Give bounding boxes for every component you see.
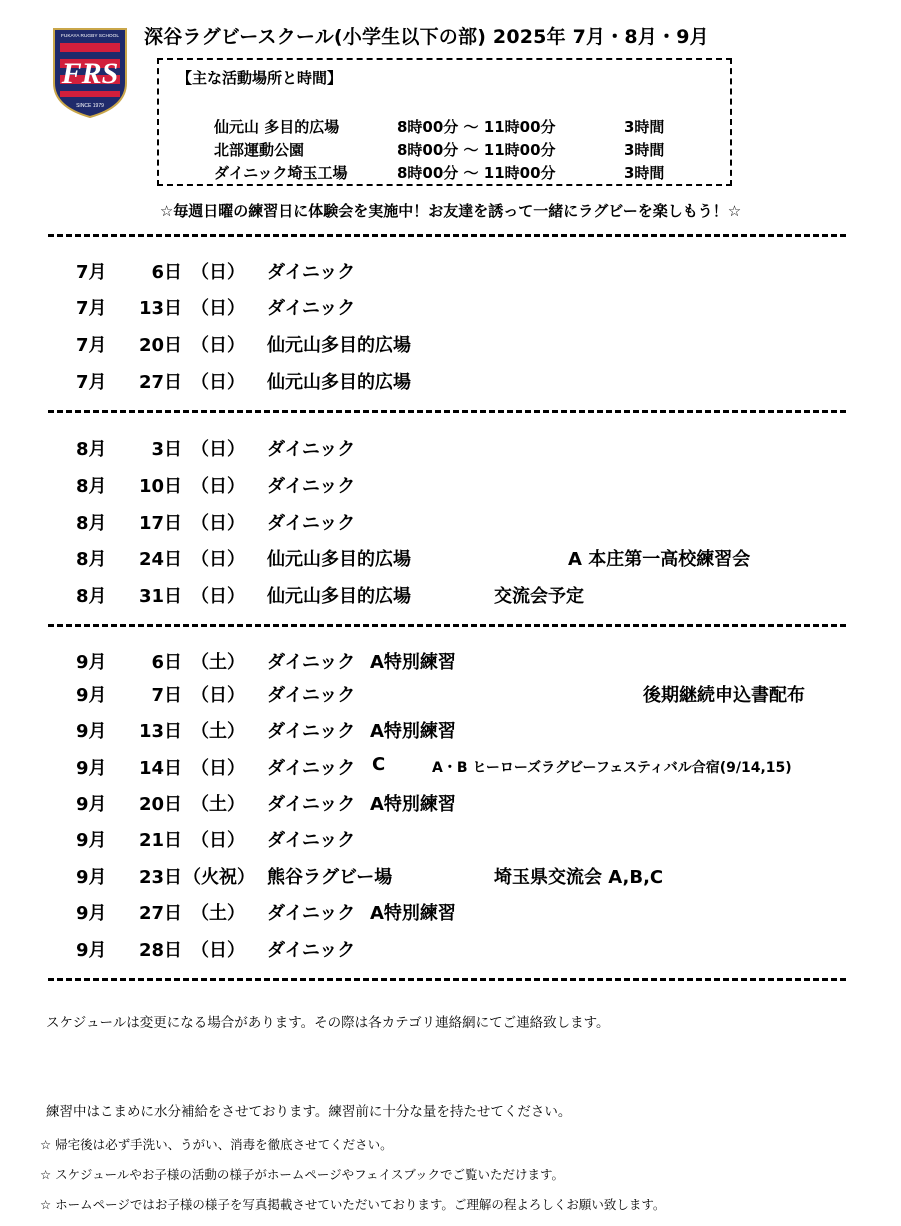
row-day: 24日 bbox=[138, 549, 182, 570]
note-item: ☆ 帰宅後は必ず手洗い、うがい、消毒を徹底させてください。 bbox=[40, 1137, 393, 1152]
row-month: 9月 bbox=[76, 758, 107, 779]
row-weekday: （土） bbox=[191, 652, 245, 673]
row-note: A特別練習 bbox=[370, 794, 456, 815]
row-venue: ダイニック bbox=[267, 758, 356, 779]
row-venue: 仙元山多目的広場 bbox=[267, 549, 411, 570]
row-month: 9月 bbox=[76, 794, 107, 815]
row-month: 8月 bbox=[76, 549, 107, 570]
row-day: 27日 bbox=[138, 372, 182, 393]
row-day: 10日 bbox=[138, 476, 182, 497]
row-month: 8月 bbox=[76, 476, 107, 497]
row-month: 9月 bbox=[76, 830, 107, 851]
row-venue: ダイニック bbox=[267, 652, 356, 673]
location-time: 8時00分 ～ 11時00分 bbox=[397, 164, 556, 182]
row-month: 7月 bbox=[76, 262, 107, 283]
row-weekday: （土） bbox=[191, 794, 245, 815]
logo-school-name: FUKAYA RUGBY SCHOOL bbox=[60, 34, 120, 39]
row-note-secondary: A・B ヒーローズラグビーフェスティバル合宿(9/14,15) bbox=[432, 760, 792, 776]
row-day: 28日 bbox=[138, 940, 182, 961]
row-day: 6日 bbox=[151, 652, 182, 673]
row-venue: ダイニック bbox=[267, 830, 356, 851]
row-note: 後期継続申込書配布 bbox=[643, 685, 805, 706]
location-duration: 3時間 bbox=[624, 164, 665, 182]
row-weekday: （日） bbox=[191, 513, 245, 534]
row-day: 20日 bbox=[138, 335, 182, 356]
row-day: 3日 bbox=[151, 439, 182, 460]
row-note: C bbox=[372, 754, 386, 775]
row-month: 8月 bbox=[76, 439, 107, 460]
logo-since: SINCE 1979 bbox=[76, 103, 104, 109]
row-month: 7月 bbox=[76, 298, 107, 319]
row-venue: 仙元山多目的広場 bbox=[267, 372, 411, 393]
location-time: 8時00分 ～ 11時00分 bbox=[397, 141, 556, 159]
row-weekday: （日） bbox=[191, 335, 245, 356]
row-day: 31日 bbox=[138, 586, 182, 607]
row-venue: ダイニック bbox=[267, 794, 356, 815]
row-month: 9月 bbox=[76, 867, 107, 888]
row-day: 13日 bbox=[138, 298, 182, 319]
activity-box-heading: 【主な活動場所と時間】 bbox=[177, 69, 343, 87]
row-note: 交流会予定 bbox=[494, 586, 584, 607]
section-divider bbox=[48, 234, 846, 237]
trial-session-tagline: ☆毎週日曜の練習日に体験会を実施中！お友達を誘って一緒にラグビーを楽しもう！☆ bbox=[159, 202, 742, 220]
row-month: 9月 bbox=[76, 685, 107, 706]
section-divider bbox=[48, 410, 846, 413]
section-divider bbox=[48, 624, 846, 627]
row-weekday: （日） bbox=[191, 940, 245, 961]
row-weekday: （日） bbox=[191, 549, 245, 570]
row-month: 8月 bbox=[76, 586, 107, 607]
note-item: ☆ ホームページではお子様の様子を写真掲載させていただいております。ご理解の程よろしくお願い致します。 bbox=[40, 1197, 666, 1212]
row-venue: 仙元山多目的広場 bbox=[267, 335, 411, 356]
row-weekday: （日） bbox=[191, 372, 245, 393]
activity-info-box bbox=[157, 58, 732, 186]
row-month: 9月 bbox=[76, 652, 107, 673]
row-venue: ダイニック bbox=[267, 298, 356, 319]
row-weekday: （日） bbox=[191, 685, 245, 706]
row-month: 7月 bbox=[76, 335, 107, 356]
location-name: ダイニック埼玉工場 bbox=[214, 164, 348, 182]
hydration-notice: 練習中はこまめに水分補給をさせております。練習前に十分な量を持たせてください。 bbox=[46, 1104, 572, 1120]
row-weekday: （土） bbox=[191, 903, 245, 924]
row-month: 9月 bbox=[76, 721, 107, 742]
row-day: 23日 bbox=[138, 867, 182, 888]
row-venue: 仙元山多目的広場 bbox=[267, 586, 411, 607]
row-weekday: （日） bbox=[191, 830, 245, 851]
row-weekday: （日） bbox=[191, 262, 245, 283]
row-month: 8月 bbox=[76, 513, 107, 534]
school-logo bbox=[50, 25, 130, 120]
row-day: 14日 bbox=[138, 758, 182, 779]
location-duration: 3時間 bbox=[624, 118, 665, 136]
row-note: A 本庄第一高校練習会 bbox=[568, 549, 751, 570]
row-day: 27日 bbox=[138, 903, 182, 924]
row-venue: ダイニック bbox=[267, 439, 356, 460]
row-venue: ダイニック bbox=[267, 476, 356, 497]
page-title: 深谷ラグビースクール(小学生以下の部) 2025年 7月・8月・9月 bbox=[144, 26, 709, 48]
row-note: A特別練習 bbox=[370, 652, 456, 673]
row-day: 7日 bbox=[151, 685, 182, 706]
row-venue: ダイニック bbox=[267, 513, 356, 534]
row-day: 17日 bbox=[138, 513, 182, 534]
row-weekday: （日） bbox=[191, 439, 245, 460]
location-time: 8時00分 ～ 11時00分 bbox=[397, 118, 556, 136]
row-day: 21日 bbox=[138, 830, 182, 851]
row-day: 13日 bbox=[138, 721, 182, 742]
row-weekday: （日） bbox=[191, 586, 245, 607]
row-venue: 熊谷ラグビー場 bbox=[267, 867, 393, 888]
row-venue: ダイニック bbox=[267, 262, 356, 283]
row-note: A特別練習 bbox=[370, 721, 456, 742]
row-note: A特別練習 bbox=[370, 903, 456, 924]
location-name: 仙元山 多目的広場 bbox=[214, 118, 340, 136]
row-weekday: （日） bbox=[191, 298, 245, 319]
note-item: ☆ スケジュールやお子様の活動の様子がホームページやフェイスブックでご覧いただけます。 bbox=[40, 1167, 565, 1182]
row-month: 9月 bbox=[76, 940, 107, 961]
row-weekday: （土） bbox=[191, 721, 245, 742]
row-month: 7月 bbox=[76, 372, 107, 393]
row-note: 埼玉県交流会 A,B,C bbox=[494, 867, 664, 888]
section-divider bbox=[48, 978, 846, 981]
row-day: 6日 bbox=[151, 262, 182, 283]
location-name: 北部運動公園 bbox=[214, 141, 305, 159]
logo-letters: FRS bbox=[61, 57, 119, 90]
row-venue: ダイニック bbox=[267, 721, 356, 742]
row-weekday: （日） bbox=[191, 476, 245, 497]
row-venue: ダイニック bbox=[267, 940, 356, 961]
location-duration: 3時間 bbox=[624, 141, 665, 159]
schedule-change-notice: スケジュールは変更になる場合があります。その際は各カテゴリ連絡網にてご連絡致します。 bbox=[46, 1015, 610, 1031]
row-month: 9月 bbox=[76, 903, 107, 924]
row-venue: ダイニック bbox=[267, 685, 356, 706]
row-weekday: （日） bbox=[191, 758, 245, 779]
row-weekday: （火祝） bbox=[183, 867, 255, 888]
row-day: 20日 bbox=[138, 794, 182, 815]
row-venue: ダイニック bbox=[267, 903, 356, 924]
